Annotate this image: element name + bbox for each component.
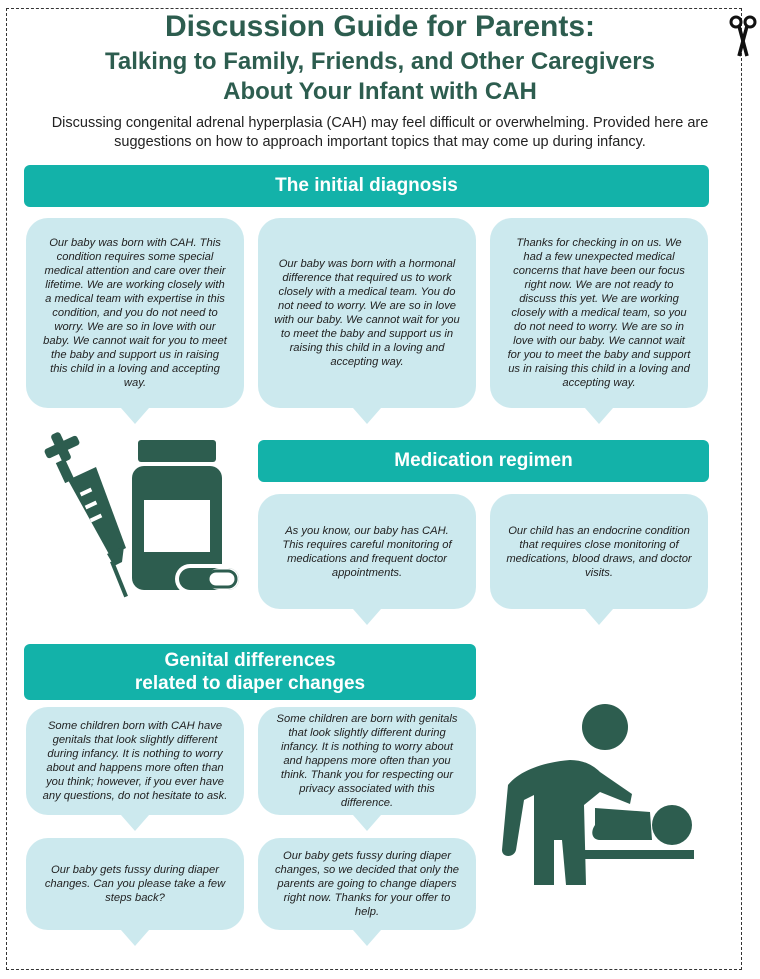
medication-bubble-1 [258,494,476,609]
genital-bubble-3-text: Our baby gets fussy during diaper changes. Can you please take a few steps back? [44,864,226,904]
page-title: Discussion Guide for Parents: [164,10,596,43]
genital-bubble-1-text: Some children born with CAH have genitals that look slightly different during infancy. It is nothing to worry about and happens more often than you think; however, if you ever have any questions, do not hesitate to ask. [42,720,228,802]
pill-bottle-icon [130,438,245,600]
section-heading-diagnosis: The initial diagnosis [24,165,709,207]
diaper-change-icon [500,700,700,890]
section-heading-genital-line1: Genital differences [164,650,336,671]
section-heading-genital [24,644,476,700]
diagnosis-bubble-3-text: Thanks for checking in on us. We had a few unexpected medical concerns that have been our focus right now. We are not ready to discuss this yet. We are working closely with a medical team, so you do not need to worry. We are so in love with our baby. We cannot wait for you to meet the baby and support us in raising this child in a loving and accepting way. [507,237,691,389]
medication-bubble-1-text: As you know, our baby has CAH. This requires careful monitoring of medications and frequent doctor appointments. [282,524,452,579]
page-subtitle-line2: About Your Infant with CAH [223,78,537,105]
section-heading-medication: Medication regimen [258,440,709,482]
diagnosis-bubble-3 [490,218,708,408]
intro-text: Discussing congenital adrenal hyperplasia (CAH) may feel difficult or overwhelming. Provided here are suggestions on how to approach important topics that may come up during infancy. [51,115,709,150]
medication-bubble-2-text: Our child has an endocrine condition that requires close monitoring of medications, blood draws, and doctor visits. [506,524,692,579]
diagnosis-bubble-1-text: Our baby was born with CAH. This condition requires some special medical attention and care over their lifetime. We are working closely with a medical team with expertise in this condition, and you do not need to worry. We are so in love with our baby. We cannot wait for you to meet the baby and support us in raising this child in a loving and accepting way. [43,237,227,389]
genital-bubble-2-text: Some children are born with genitals that look slightly different during infancy. It is nothing to worry about and happens more often than you think. Thank you for respecting our privacy associated with this difference. [276,713,458,809]
genital-bubble-4-text: Our baby gets fussy during diaper changes, so we decided that only the parents are going to change diapers right now. Thanks for your offer to help. [274,850,460,918]
genital-bubble-2 [258,707,476,815]
genital-bubble-3 [26,838,244,930]
medication-bubble-2 [490,494,708,609]
diagnosis-bubble-2 [258,218,476,408]
genital-bubble-1 [26,707,244,815]
diagnosis-bubble-2-text: Our baby was born with a hormonal difference that required us to work closely with a medical team. You do not need to worry. We are so in love with our baby. We cannot wait for you to meet the baby and support us in raising this child in a loving and accepting way. [274,258,460,368]
page-subtitle-line1: Talking to Family, Friends, and Other Caregivers [105,48,655,75]
section-heading-genital-line2: related to diaper changes [134,673,366,694]
diagnosis-bubble-1 [26,218,244,408]
genital-bubble-4 [258,838,476,930]
syringe-icon [40,430,135,600]
